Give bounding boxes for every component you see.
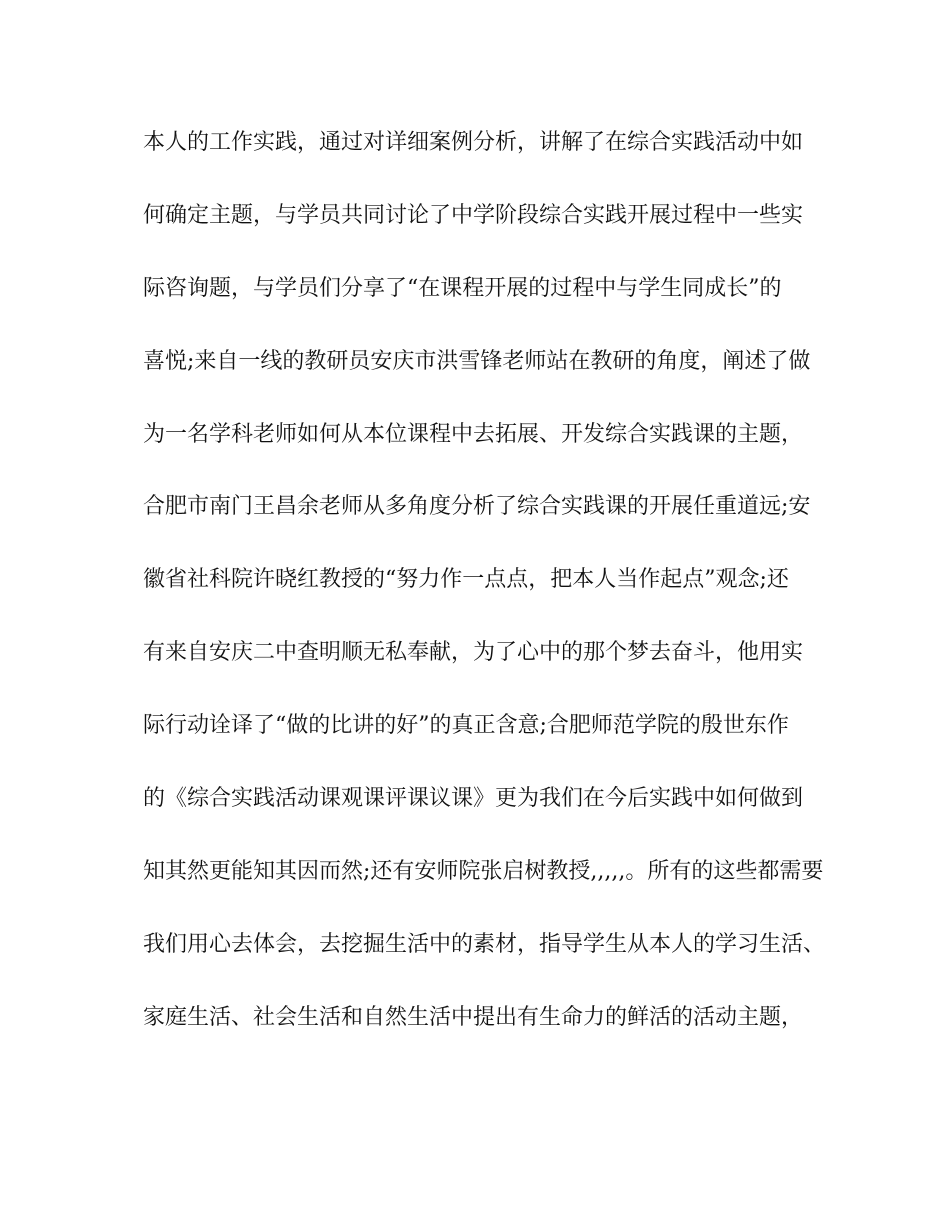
- text-line: 徽省社科院许晓红教授的“努力作一点点，把本人当作起点”观念;还: [143, 567, 789, 593]
- text-line: 际行动诠译了“做的比讲的好”的真正含意;合肥师范学院的殷世东作: [143, 713, 789, 739]
- text-line: 家庭生活、社会生活和自然生活中提出有生命力的鲜活的活动主题，: [143, 1004, 804, 1030]
- text-line: 我们用心去体会，去挖掘生活中的素材，指导学生从本人的学习生活、: [143, 931, 826, 957]
- text-line: 喜悦;来自一线的教研员安庆市洪雪锋老师站在教研的角度，阐述了做: [143, 348, 811, 374]
- text-line: 合肥市南门王昌余老师从多角度分析了综合实践课的开展任重道远;安: [143, 494, 811, 520]
- text-line: 际咨询题，与学员们分享了“在课程开展的过程中与学生同成长”的: [143, 275, 782, 301]
- text-line: 有来自安庆二中查明顺无私奉献，为了心中的那个梦去奋斗，他用实: [143, 640, 804, 666]
- text-line: 知其然更能知其因而然;还有安师院张启树教授,,,,,。所有的这些都需要: [143, 858, 824, 884]
- text-line: 何确定主题，与学员共同讨论了中学阶段综合实践开展过程中一些实: [143, 202, 804, 228]
- body-text: [143, 128, 826, 1076]
- text-line: 为一名学科老师如何从本位课程中去拓展、开发综合实践课的主题，: [143, 421, 804, 447]
- text-line: 的《综合实践活动课观课评课议课》更为我们在今后实践中如何做到: [143, 786, 804, 812]
- text-line: 本人的工作实践，通过对详细案例分析，讲解了在综合实践活动中如: [143, 130, 804, 155]
